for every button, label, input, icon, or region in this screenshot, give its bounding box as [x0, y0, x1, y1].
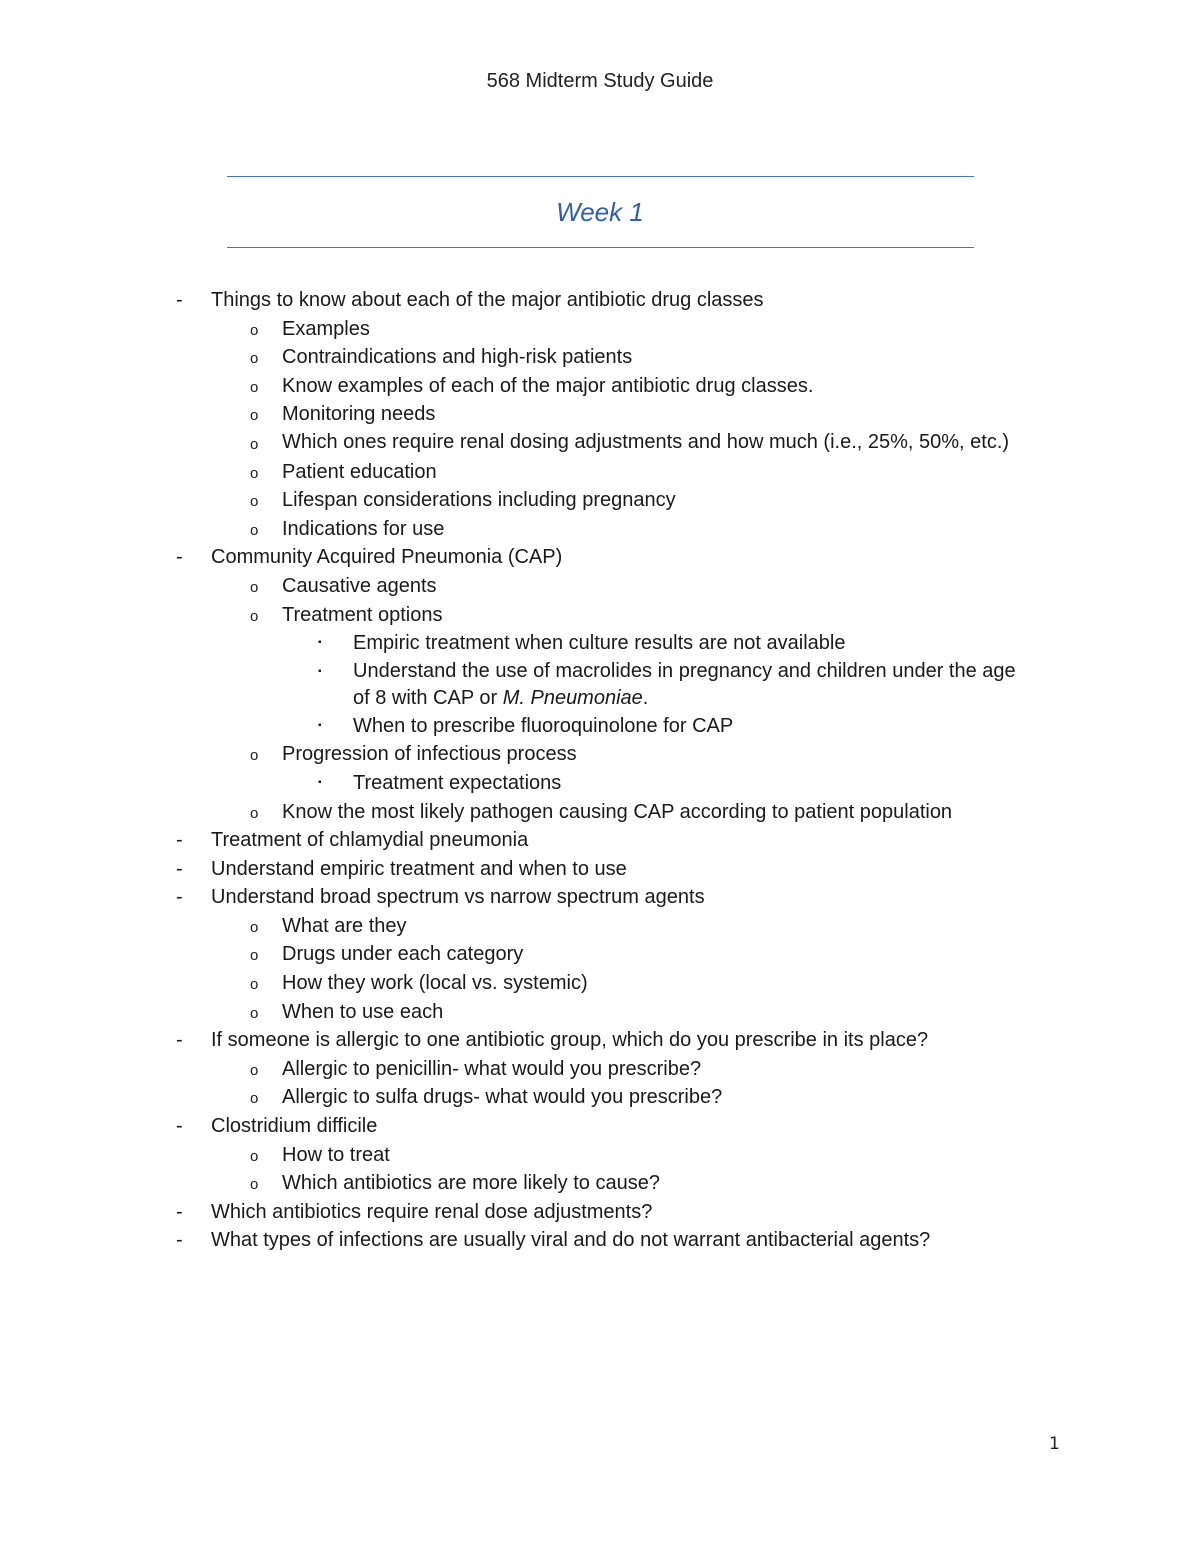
list-item: [0, 515, 1200, 544]
circle-bullet: o: [250, 1176, 259, 1194]
list-item: [0, 658, 1200, 712]
list-item: [0, 629, 1200, 658]
list-item-text: Causative agents: [282, 574, 437, 597]
outline-list: [0, 286, 1200, 1255]
list-item: [0, 343, 1200, 372]
list-item-text: Allergic to sulfa drugs- what would you prescribe?: [282, 1086, 723, 1109]
dash-bullet: -: [176, 289, 183, 311]
list-item-text: Community Acquired Pneumonia (CAP): [211, 546, 563, 569]
list-item: [0, 458, 1200, 487]
circle-bullet: o: [250, 1004, 259, 1022]
list-item: [0, 601, 1200, 630]
list-item: [0, 543, 1200, 572]
list-item: [0, 940, 1200, 969]
square-bullet: ▪: [318, 776, 322, 788]
circle-bullet: o: [250, 947, 259, 965]
circle-bullet: o: [250, 493, 259, 511]
list-item-text: If someone is allergic to one antibiotic group, which do you prescribe in its place?: [211, 1029, 929, 1052]
circle-bullet: o: [250, 521, 259, 539]
list-item-text-part: .: [642, 686, 649, 709]
list-item-text: Patient education: [282, 460, 437, 483]
list-item: [0, 1083, 1200, 1112]
list-item: [0, 798, 1200, 827]
circle-bullet: o: [250, 321, 259, 339]
list-item: [0, 712, 1200, 741]
list-item-text: How to treat: [282, 1143, 390, 1166]
circle-bullet: o: [250, 1147, 259, 1165]
square-bullet: ▪: [318, 719, 322, 731]
page-header-title: 568 Midterm Study Guide: [486, 70, 714, 92]
list-item-text: Treatment expectations: [353, 771, 562, 794]
section-title: Week 1: [556, 197, 644, 227]
list-item: [0, 769, 1200, 798]
list-item-text: Understand empiric treatment and when to use: [211, 857, 627, 880]
circle-bullet: o: [250, 918, 259, 936]
list-item-text: [353, 658, 1033, 712]
circle-bullet: o: [250, 407, 259, 425]
section-rule-top: [227, 176, 974, 177]
dash-bullet: -: [176, 1115, 183, 1138]
dash-bullet: -: [176, 829, 183, 852]
list-item-text: Allergic to penicillin- what would you prescribe?: [282, 1057, 702, 1080]
dash-bullet: -: [176, 886, 183, 909]
circle-bullet: o: [250, 804, 259, 822]
list-item-text: Clostridium difficile: [211, 1115, 378, 1138]
list-item-text: Drugs under each category: [282, 943, 524, 966]
circle-bullet: o: [250, 378, 259, 396]
list-item-text: Empiric treatment when culture results are not available: [353, 632, 846, 655]
list-item-text: Contraindications and high-risk patients: [282, 346, 633, 369]
list-item-text: Monitoring needs: [282, 403, 436, 426]
list-item: [0, 429, 1200, 458]
list-item-text: Know examples of each of the major antibiotic drug classes.: [282, 374, 814, 397]
list-item-text: Treatment options: [282, 603, 443, 626]
list-item: [0, 912, 1200, 941]
circle-bullet: o: [250, 1061, 259, 1079]
circle-bullet: o: [250, 578, 259, 596]
list-item-text: Things to know about each of the major antibiotic drug classes: [211, 289, 764, 311]
list-item: [0, 883, 1200, 912]
list-item: [0, 969, 1200, 998]
list-item-text: Which antibiotics are more likely to cause?: [282, 1172, 660, 1195]
list-item-text: When to use each: [282, 1000, 444, 1023]
list-item-text: Progression of infectious process: [282, 743, 577, 766]
square-bullet: ▪: [318, 637, 322, 649]
list-item: [0, 1141, 1200, 1170]
circle-bullet: o: [250, 747, 259, 765]
list-item-text-part: Understand the use of macrolides in pregnancy and children under the age of 8 with CAP or: [353, 659, 1016, 709]
list-item-text: Understand broad spectrum vs narrow spectrum agents: [211, 886, 705, 909]
list-item: [0, 998, 1200, 1027]
list-item-text: Which antibiotics require renal dose adjustments?: [211, 1200, 653, 1223]
list-item: [0, 855, 1200, 884]
list-item-text: When to prescribe fluoroquinolone for CAP: [353, 714, 734, 737]
list-item: [0, 1198, 1200, 1227]
circle-bullet: o: [250, 607, 259, 625]
list-item: [0, 1055, 1200, 1084]
organism-name: M. Pneumoniae: [502, 686, 643, 709]
page-number: 1: [1049, 1434, 1060, 1454]
dash-bullet: -: [176, 546, 183, 569]
list-item-text: Know the most likely pathogen causing CAP according to patient population: [282, 800, 953, 823]
dash-bullet: -: [176, 1029, 183, 1052]
list-item-text: What types of infections are usually viral and do not warrant antibacterial agents?: [211, 1229, 931, 1252]
square-bullet: ▪: [318, 665, 322, 677]
list-item-text: Which ones require renal dosing adjustments and how much (i.e., 25%, 50%, etc.): [282, 430, 1010, 453]
dash-bullet: -: [176, 1229, 183, 1252]
list-item: [0, 1169, 1200, 1198]
dash-bullet: -: [176, 1200, 183, 1223]
list-item-text: Indications for use: [282, 517, 445, 540]
list-item: [0, 400, 1200, 429]
list-item-text: How they work (local vs. systemic): [282, 972, 588, 995]
circle-bullet: o: [250, 1090, 259, 1108]
list-item: [0, 1226, 1200, 1255]
list-item: [0, 1112, 1200, 1141]
list-item: [0, 315, 1200, 344]
list-item: [0, 740, 1200, 769]
circle-bullet: o: [250, 435, 259, 453]
list-item: [0, 572, 1200, 601]
list-item: [0, 486, 1200, 515]
circle-bullet: o: [250, 464, 259, 482]
list-item-text: What are they: [282, 914, 407, 937]
list-item-text: Lifespan considerations including pregnancy: [282, 489, 676, 512]
section-rule-bottom: [227, 247, 974, 248]
list-item: [0, 372, 1200, 401]
circle-bullet: o: [250, 976, 259, 994]
list-item: [0, 826, 1200, 855]
circle-bullet: o: [250, 350, 259, 368]
list-item: [0, 1026, 1200, 1055]
list-item-text: Examples: [282, 317, 370, 340]
list-item-text: Treatment of chlamydial pneumonia: [211, 829, 529, 852]
list-item: [0, 286, 1200, 315]
dash-bullet: -: [176, 857, 183, 880]
